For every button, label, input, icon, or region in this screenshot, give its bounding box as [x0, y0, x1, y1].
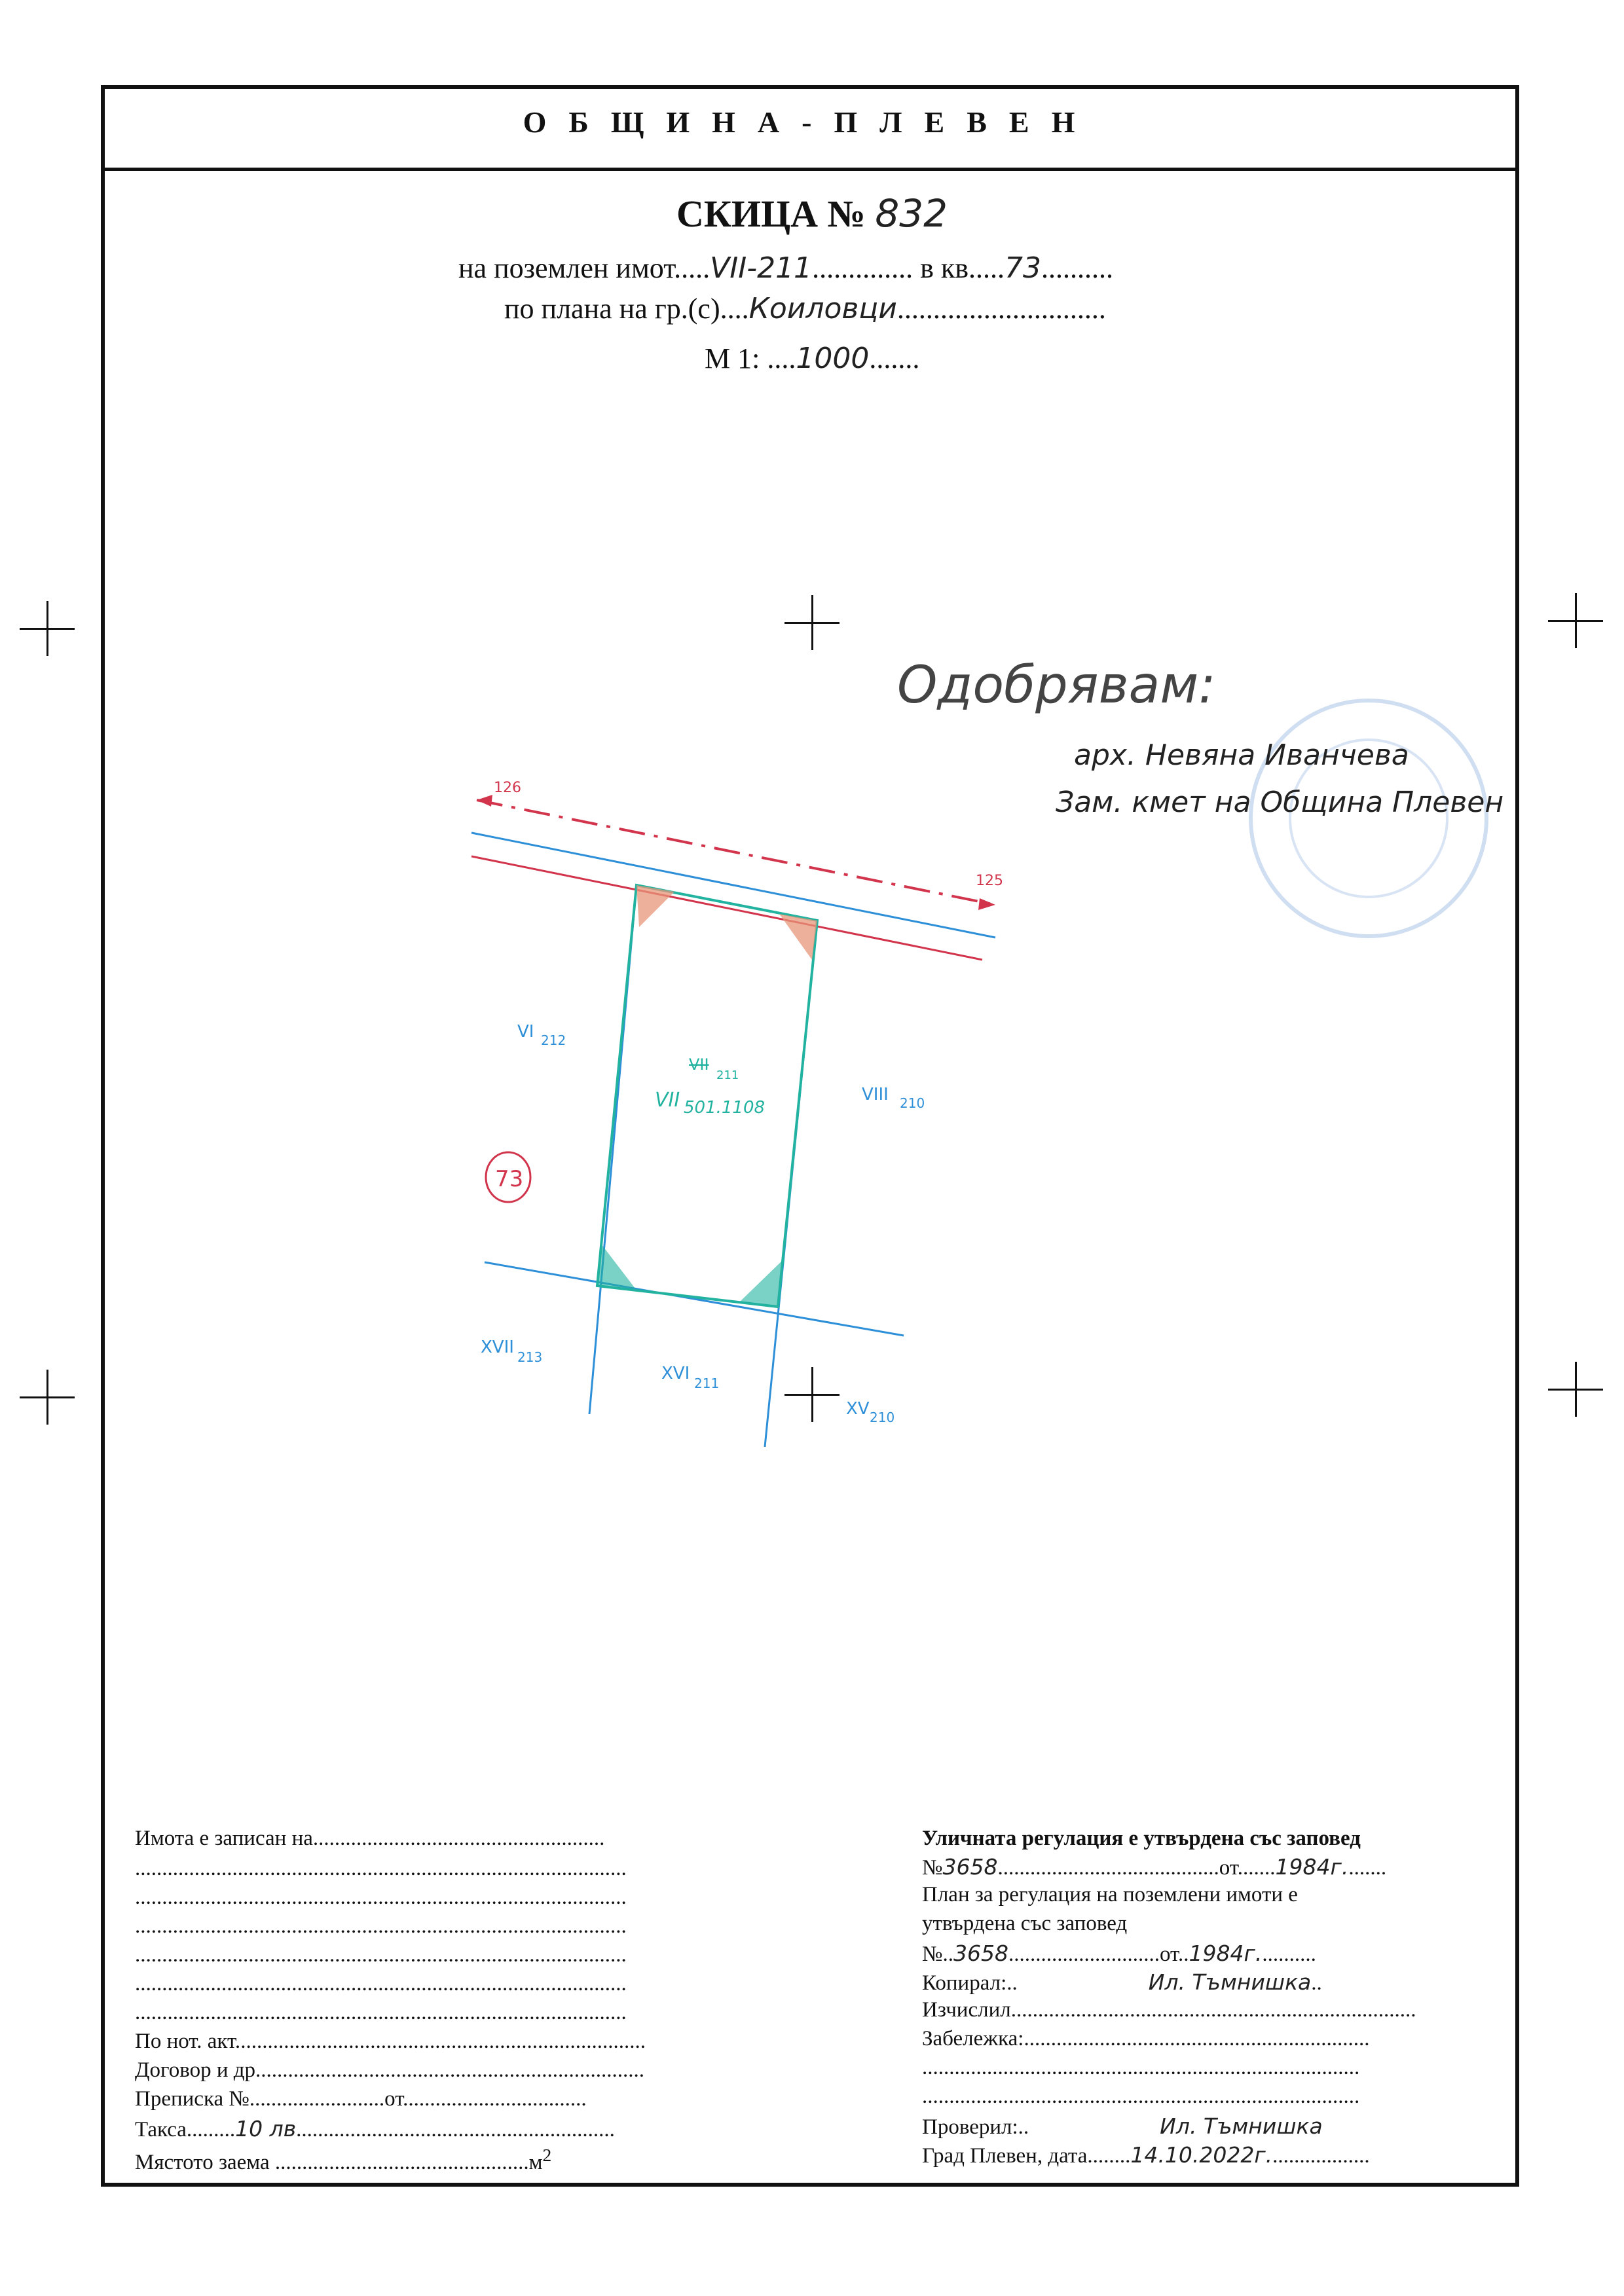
dotted-line: .................................................................................: [922, 2056, 1360, 2079]
checked-line: Проверил:.. Ил. Тъмнишка: [922, 2113, 1323, 2139]
neighbor-lot-number: 211: [694, 1376, 720, 1391]
street-arrow-left: [477, 795, 492, 807]
copied-label: Копирал:: [922, 1971, 1007, 1995]
neighbor-lot-number: 213: [517, 1349, 543, 1365]
area-unit: м: [528, 2151, 543, 2174]
calculated-line: Изчислил...........................................................................: [922, 1998, 1416, 2022]
property-block: 73: [1005, 251, 1041, 285]
property-scale: 1000: [796, 342, 870, 375]
approval-position: Зам. кмет на Община Плевен: [1056, 786, 1504, 819]
street-label-right: 125: [976, 873, 1003, 889]
property-settlement: Коиловци: [748, 292, 897, 325]
municipality-header: ОБЩИНА-ПЛЕВЕН: [523, 105, 1098, 139]
contract-label: Договор и др.: [135, 2058, 261, 2082]
contract-line: Договор и др........................................................................: [135, 2058, 645, 2082]
dotted-line: ...........................................................................................: [135, 1972, 627, 1995]
plan-prefix: по плана на гр.(с): [504, 293, 720, 325]
street-axis-line: [477, 800, 995, 905]
note-line: Забележка:................................................................: [922, 2027, 1370, 2050]
checked-signature: Ил. Тъмнишка: [1160, 2113, 1323, 2139]
order1-from-label: от: [1219, 1856, 1238, 1880]
property-line: на поземлен имот.....VII-211.............. в кв.....73..........: [458, 251, 1113, 285]
notary-line: По нот. акт............................................................................: [135, 2030, 646, 2053]
plan-regulation-line-1: План за регулация на поземлени имоти е: [922, 1883, 1298, 1906]
dotted-line: ...........................................................................................: [135, 1857, 627, 1880]
neighbor-lot-number: 212: [541, 1032, 566, 1048]
corner-hatch: [597, 1244, 635, 1288]
dotted-line: ...........................................................................................: [135, 1914, 627, 1938]
approval-heading: Одобрявам:: [897, 656, 1216, 715]
street-arrow-right: [978, 898, 995, 910]
area-label: Мястото заема: [135, 2151, 270, 2174]
area-unit-exponent: 2: [542, 2145, 552, 2165]
order1-year: 1984г.: [1275, 1854, 1349, 1880]
block-boundary-line: [485, 1262, 904, 1336]
issue-date: 14.10.2022г.: [1130, 2142, 1273, 2168]
scale-line: М 1: ....1000.......: [705, 342, 920, 375]
neighbor-lot-number: 210: [870, 1410, 895, 1425]
corner-hatch: [739, 1261, 782, 1307]
plan-regulation-line-2: утвърдена със заповед: [922, 1912, 1128, 1935]
neighbor-lot-number: 210: [900, 1095, 925, 1111]
property-prefix: на поземлен имот: [458, 252, 674, 284]
order2-from-label: от: [1159, 1942, 1178, 1966]
neighbor-lot-roman: XVI: [661, 1364, 690, 1383]
order1-number: 3658: [942, 1854, 998, 1880]
order2-line: №..3658............................от..1984г...........: [922, 1941, 1316, 1966]
order2-no-label: №: [922, 1942, 943, 1966]
dotted-line: .................................................................................: [922, 2085, 1360, 2108]
note-label: Забележка:: [922, 2027, 1024, 2050]
old-lot-roman: VII: [689, 1055, 709, 1074]
neighbor-lot-roman: XV: [846, 1399, 870, 1419]
transcript-from-label: от: [384, 2087, 403, 2111]
neighbor-lot-roman: XVII: [481, 1338, 514, 1357]
street-boundary-line: [471, 833, 995, 938]
order1-no-label: №: [922, 1856, 943, 1880]
scale-prefix: М 1:: [705, 342, 760, 374]
neighbor-lot-roman: VIII: [862, 1085, 889, 1104]
dotted-line: ...........................................................................................: [135, 2001, 627, 2024]
notary-label: По нот. акт.: [135, 2030, 241, 2053]
neighbor-lot-roman: VI: [517, 1022, 534, 1042]
area-line: Мястото заема $...............................................м^2$: [135, 2145, 552, 2174]
old-lot-number: 211: [716, 1068, 739, 1082]
checked-label: Проверил:: [922, 2115, 1018, 2139]
corner-hatch: [637, 885, 674, 927]
fee-line: Такса.........10 лв...........................................................: [135, 2116, 615, 2141]
new-lot-number: 501.1108: [684, 1098, 766, 1118]
city-date-label: Град Плевен, дата: [922, 2144, 1088, 2168]
lot-outline: [597, 885, 817, 1307]
calculated-label: Изчислил: [922, 1998, 1011, 2022]
title-number: 832: [875, 191, 948, 236]
property-lot: VII-211: [710, 251, 813, 285]
order2-year: 1984г.: [1189, 1941, 1263, 1966]
recorded-label: Имота е записан на: [135, 1827, 313, 1850]
transcript-line: Преписка №.........................от..................................: [135, 2087, 587, 2111]
corner-hatch: [779, 914, 817, 960]
fee-value: 10 лв: [235, 2116, 297, 2141]
order1-line: №3658.........................................от.......1984г........: [922, 1854, 1387, 1880]
dotted-line: ...........................................................................................: [135, 1886, 627, 1909]
new-lot-roman: VII: [655, 1089, 680, 1112]
approval-name: арх. Невяна Иванчева: [1074, 738, 1409, 772]
block-number-label: 73: [495, 1166, 524, 1192]
plan-line: по плана на гр.(с)....Коиловци.............................: [504, 292, 1106, 325]
transcript-label: Преписка №: [135, 2087, 249, 2111]
city-date-line: Град Плевен, дата........14.10.2022г...................: [922, 2142, 1370, 2168]
recorded-line: Имота е записан на......................................................: [135, 1827, 605, 1850]
street-regulation-heading: Уличната регулация е утвърдена със заповед: [922, 1827, 1361, 1850]
fee-label: Такса: [135, 2118, 187, 2141]
copied-line: Копирал:.. Ил. Тъмнишка..: [922, 1969, 1322, 1995]
title-label: СКИЦА №: [676, 192, 866, 235]
street-label-left: 126: [494, 780, 521, 796]
street-regulation-line: [471, 856, 982, 960]
order2-number: 3658: [953, 1941, 1008, 1966]
copied-signature: Ил. Тъмнишка: [1148, 1969, 1312, 1995]
block-prefix: в кв.: [920, 252, 976, 284]
dotted-line: ...........................................................................................: [135, 1943, 627, 1967]
